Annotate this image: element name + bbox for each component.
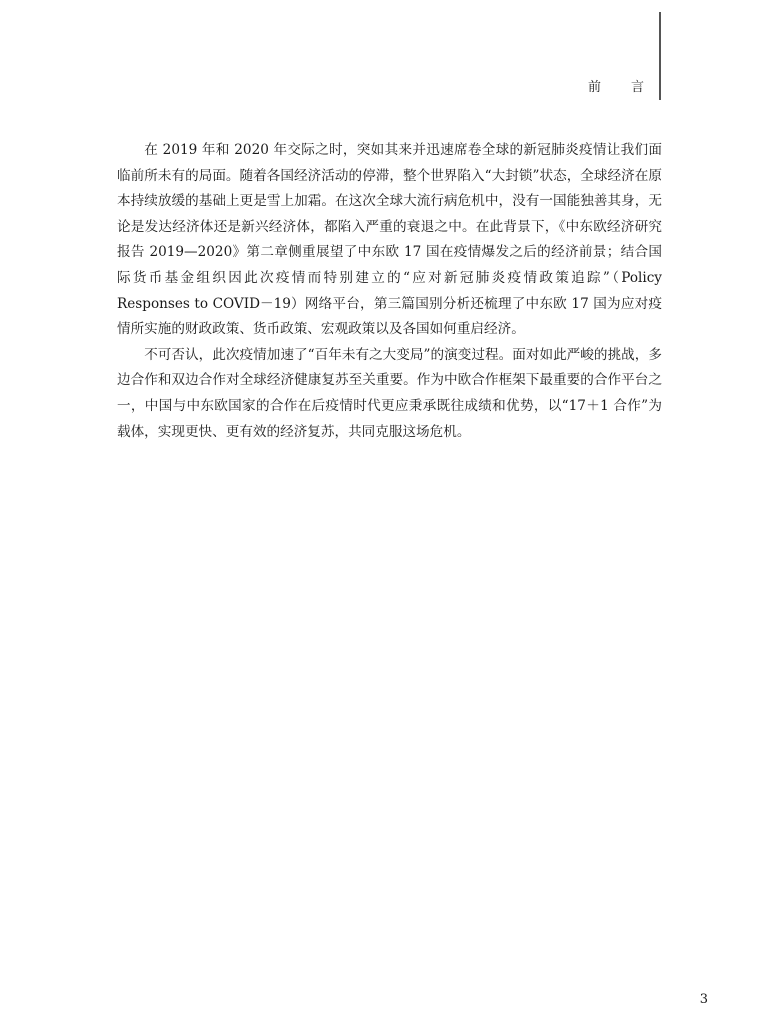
paragraph-1: 在 2019 年和 2020 年交际之时，突如其来并迅速席卷全球的新冠肺炎疫情让我们面临前所未有的局面。随着各国经济活动的停滞，整个世界陷入“大封锁”状态，全球经济在原本持续放缓的基础上更是雪上加霜。在这次全球大流行病危机中，没有一国能独善其身，无论是发达经济体还是新兴经济体，都陷入严重的衰退之中。在此背景下，《中东欧经济研究报告 2019—2020》第二章侧重展望了中东欧 17 国在疫情爆发之后的经济前景；结合国际货币基金组织因此次疫情而特别建立的“应对新冠肺炎疫情政策追踪”（Policy Responses to COVID－19）网络平台，第三篇国别分析还梳理了中东欧 17 国为应对疫情所实施的财政政策、货币政策、宏观政策以及各国如何重启经济。 [117, 142, 662, 338]
running-header-char-2: 言 [630, 80, 644, 95]
paragraph-2: 不可否认，此次疫情加速了“百年未有之大变局”的演变过程。面对如此严峻的挑战，多边合作和双边合作对全球经济健康复苏至关重要。作为中欧合作框架下最重要的合作平台之一，中国与中东欧国家的合作在后疫情时代更应秉承既往成绩和优势，以“17＋1 合作”为载体，实现更快、更有效的经济复苏，共同克服这场危机。 [117, 346, 662, 440]
page-number: 3 [699, 992, 708, 1007]
running-header [588, 78, 644, 98]
header-vertical-rule [659, 12, 661, 100]
body-text [117, 138, 662, 445]
running-header-char-1: 前 [588, 80, 602, 95]
